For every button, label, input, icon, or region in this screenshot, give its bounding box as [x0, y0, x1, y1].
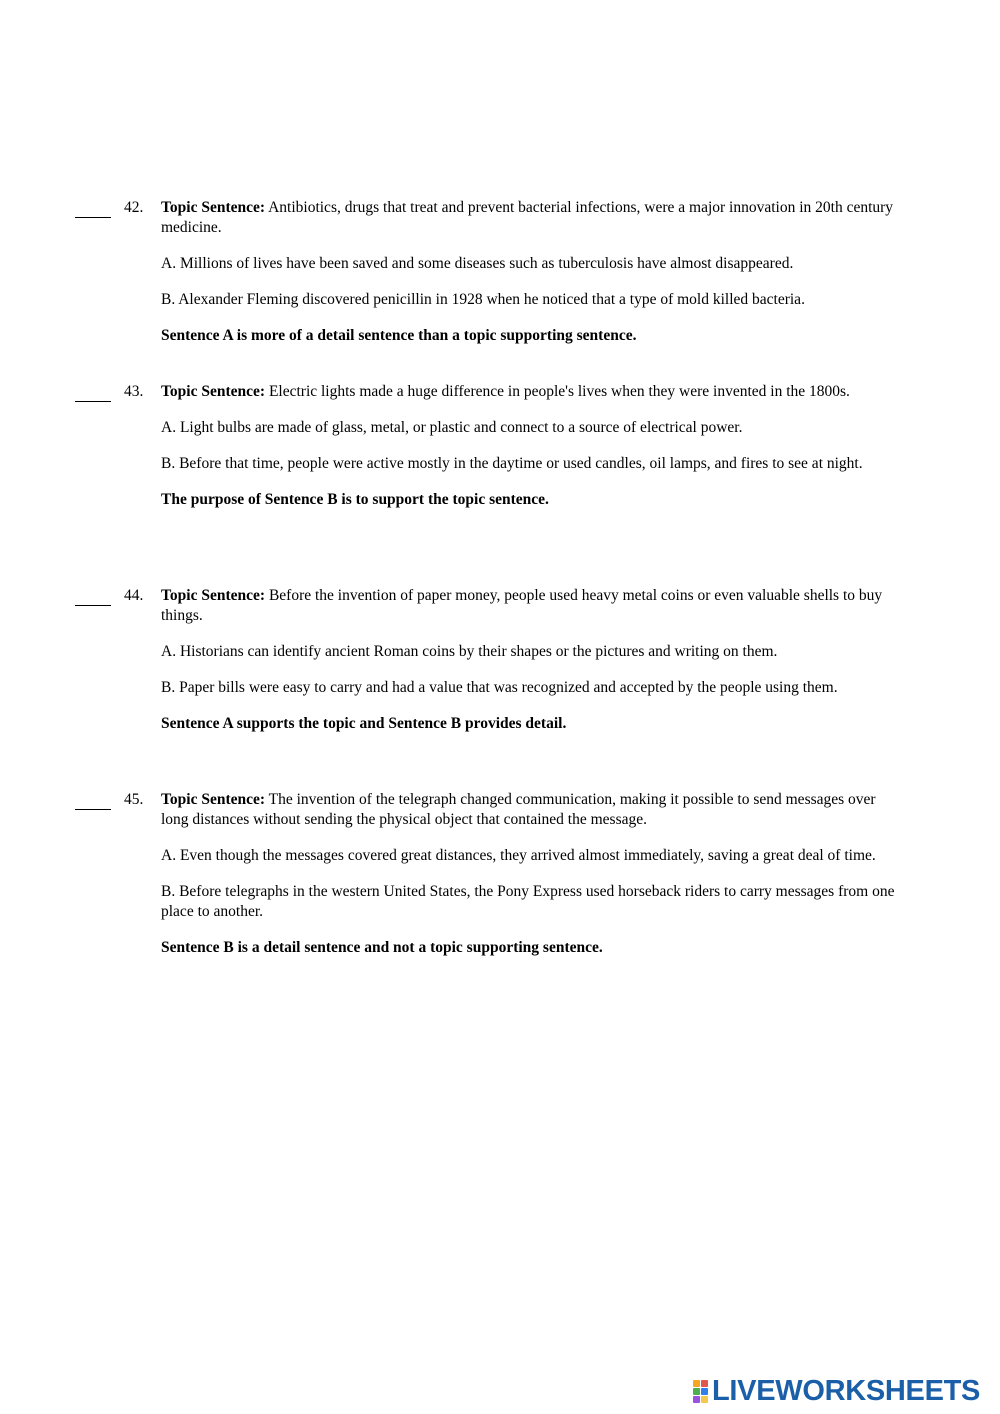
question-body: [161, 198, 896, 346]
topic-sentence: [161, 790, 896, 830]
question-statement: The purpose of Sentence B is to support the topic sentence.: [161, 491, 549, 508]
answer-blank[interactable]: [75, 790, 111, 810]
question-number: 42.: [124, 199, 144, 216]
topic-sentence: [161, 382, 896, 402]
topic-sentence: [161, 586, 896, 626]
question-number: 43.: [124, 383, 144, 400]
option-b: B. Alexander Fleming discovered penicillin in 1928 when he noticed that a type of mold killed bacteria.: [161, 291, 805, 308]
question-number: 45.: [124, 791, 144, 808]
question-statement: Sentence A supports the topic and Sentence B provides detail.: [161, 715, 567, 732]
topic-text: Antibiotics, drugs that treat and prevent bacterial infections, were a major innovation in 20th century medicine.: [161, 199, 894, 236]
question-number: 44.: [124, 587, 144, 604]
question-statement: Sentence A is more of a detail sentence than a topic supporting sentence.: [161, 327, 637, 344]
option-b: B. Before that time, people were active mostly in the daytime or used candles, oil lamps, and fires to see at night.: [161, 455, 863, 472]
question-body: [161, 586, 896, 734]
option-a: A. Historians can identify ancient Roman coins by their shapes or the pictures and writing on them.: [161, 643, 778, 660]
option-b: B. Paper bills were easy to carry and had a value that was recognized and accepted by the people using them.: [161, 679, 838, 696]
topic-label: Topic Sentence:: [161, 791, 266, 808]
option-a: A. Light bulbs are made of glass, metal, or plastic and connect to a source of electrical power.: [161, 419, 743, 436]
topic-label: Topic Sentence:: [161, 199, 266, 216]
logo-wordmark: LIVEWORKSHEETS: [712, 1375, 981, 1407]
topic-text: The invention of the telegraph changed communication, making it possible to send messages over long distances without sending the physical object that contained the message.: [161, 791, 876, 828]
liveworksheets-logo: [693, 1376, 980, 1406]
topic-text: Before the invention of paper money, people used heavy metal coins or even valuable shells to buy things.: [161, 587, 883, 624]
answer-blank[interactable]: [75, 586, 111, 606]
answer-blank[interactable]: [75, 198, 111, 218]
option-b: B. Before telegraphs in the western United States, the Pony Express used horseback riders to carry messages from one place to another.: [161, 883, 895, 920]
topic-sentence: [161, 198, 896, 238]
option-a: A. Millions of lives have been saved and some diseases such as tuberculosis have almost disappeared.: [161, 255, 794, 272]
option-a: A. Even though the messages covered great distances, they arrived almost immediately, saving a great deal of time.: [161, 847, 876, 864]
topic-text: Electric lights made a huge difference in people's lives when they were invented in the 1800s.: [265, 383, 850, 400]
question-statement: Sentence B is a detail sentence and not a topic supporting sentence.: [161, 939, 603, 956]
topic-label: Topic Sentence:: [161, 587, 266, 604]
topic-label: Topic Sentence:: [161, 383, 266, 400]
answer-blank[interactable]: [75, 382, 111, 402]
question-body: [161, 382, 896, 510]
liveworksheets-logo-icon: [693, 1380, 708, 1403]
question-body: [161, 790, 896, 958]
